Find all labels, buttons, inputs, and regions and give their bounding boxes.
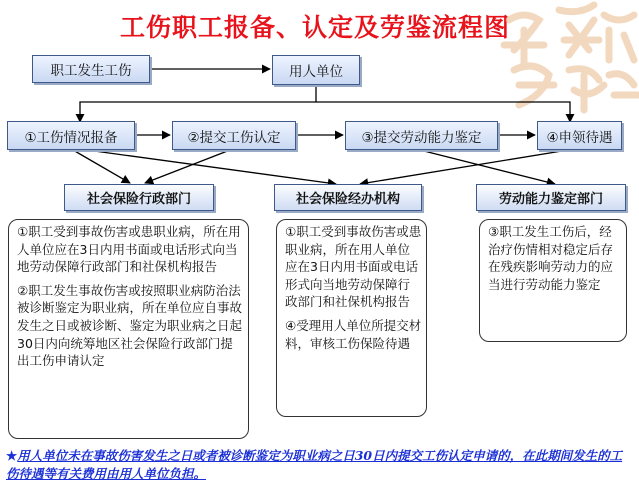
admin-department-content	[8, 219, 249, 439]
admin-department-header: 社会保险行政部门	[64, 184, 214, 211]
employer-box: 用人单位	[272, 55, 360, 85]
page-title: 工伤职工报备、认定及劳鉴流程图	[120, 13, 511, 42]
list-item: ①职工受到事故伤害或患职业病，所在用人单位应在3日内用书面或电话形式向当地劳动保障行政部门和社保机构报告	[285, 224, 422, 310]
agency-content	[276, 219, 427, 417]
step-appraisal-box: ③提交劳动能力鉴定	[345, 121, 498, 150]
footnote	[6, 447, 626, 483]
list-item: ③职工发生工伤后，经治疗伤情相对稳定后存在残疾影响劳动力的应当进行劳动能力鉴定	[488, 224, 614, 292]
agency-header: 社会保险经办机构	[274, 184, 422, 211]
list-item: ②职工发生事故伤害或按照职业病防治法被诊断鉴定为职业病，所在单位应自事故发生之日或被诊断、鉴定为职业病之日起30日内向统筹地区社会保险行政部门提出工伤申请认定	[17, 282, 243, 369]
footnote-text: 用人单位未在事故伤害发生之日或者被诊断鉴定为职业病之日30日内提交工伤认定申请的，在此期间发生的工伤待遇等有关费用由用人单位负担。	[6, 448, 623, 481]
list-item: ④受理用人单位所提交材料，审核工伤保险待遇	[285, 317, 422, 351]
list-item: ①职工受到事故伤害或患职业病，所在用人单位应在3日内用书面或电话形式向当地劳动保障行政部门和社保机构报告	[17, 224, 241, 275]
appraisal-department-content	[479, 219, 627, 342]
step-report-box: ①工伤情况报备	[7, 121, 135, 150]
appraisal-department-header: 劳动能力鉴定部门	[476, 184, 626, 211]
accident-box: 职工发生工伤	[32, 55, 150, 83]
star-icon: ★	[6, 448, 18, 463]
step-benefit-box: ④申领待遇	[537, 121, 622, 150]
step-recognition-box: ②提交工伤认定	[172, 121, 296, 150]
